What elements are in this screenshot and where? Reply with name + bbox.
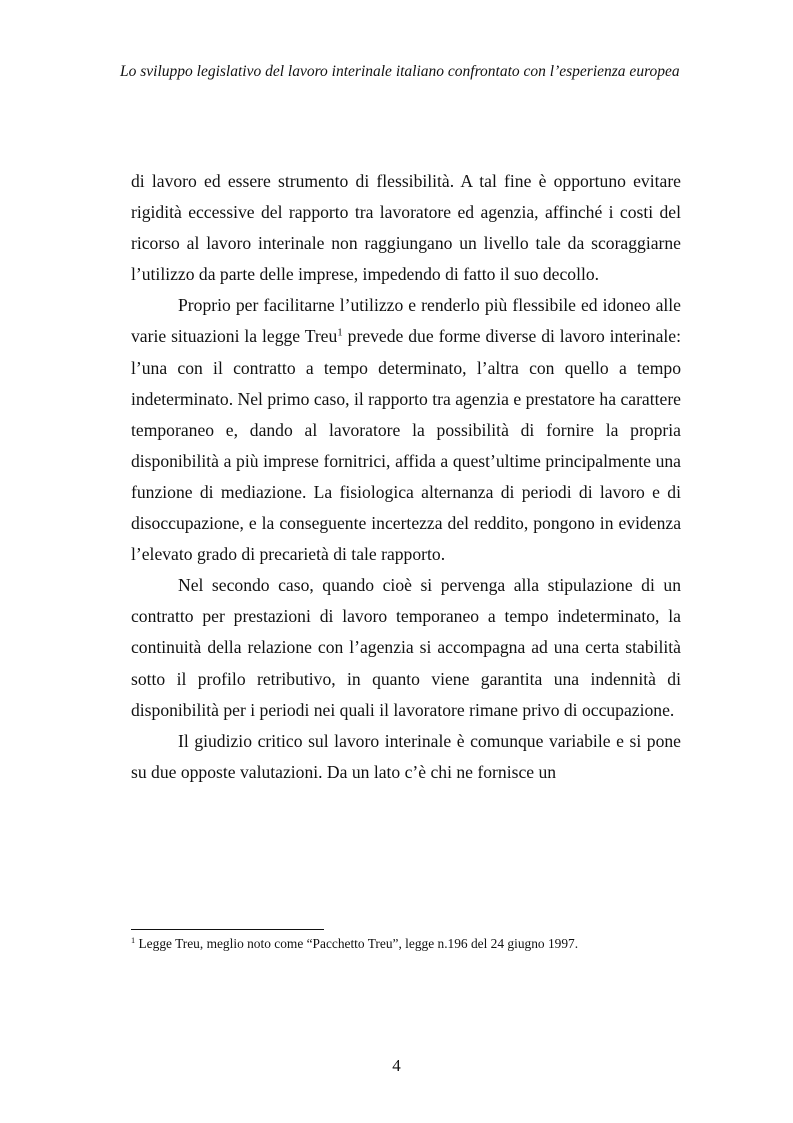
- paragraph-4: Il giudizio critico sul lavoro interinale è comunque variabile e si pone su due opposte valutazioni. Da un lato c’è chi ne fornisce un: [131, 730, 681, 782]
- main-text: [131, 166, 681, 788]
- paragraph-2-text-after: prevede due forme diverse di lavoro interinale: l’una con il contratto a tempo determinato, l’altra con quello a tempo indeterminato. Nel primo caso, il rapporto tra agenzia e prestatore ha carattere temporaneo e, dando al lavoratore la possibilità di fornire la propria disponibilità a più imprese fornitrici, affida a quest’ultime principalmente una funzione di mediazione. La fisiologica alternanza di periodi di lavoro e di disoccupazione, e la conseguente incertezza del reddito, pongono in evidenza l’elevato grado di precarietà di tale rapporto.: [131, 326, 681, 565]
- paragraph-2: [131, 290, 681, 570]
- running-header: [120, 62, 680, 82]
- footnote: [131, 935, 691, 953]
- paragraph-3: Nel secondo caso, quando cioè si pervenga alla stipulazione di un contratto per prestazioni di lavoro temporaneo a tempo indeterminato, la continuità della relazione con l’agenzia si accompagna ad una certa stabilità sotto il profilo retributivo, in quanto viene garantita una indennità di disponibilità per i periodi nei quali il lavoratore rimane privo di occupazione.: [131, 575, 681, 720]
- footnote-separator: [131, 929, 324, 930]
- running-header-title: Lo sviluppo legislativo del lavoro interinale italiano confrontato con l’esperienza europea: [120, 63, 680, 80]
- paragraph-2-text-before: Proprio per facilitarne l’utilizzo e renderlo più flessibile ed idoneo alle varie situazioni la legge Treu: [131, 295, 681, 347]
- footnote-marker: 1: [131, 935, 136, 945]
- footnote-reference: 1: [337, 326, 343, 339]
- page-number: 4: [392, 1056, 401, 1075]
- footnote-text: Legge Treu, meglio noto come “Pacchetto Treu”, legge n.196 del 24 giugno 1997.: [135, 936, 579, 951]
- paragraph-1: di lavoro ed essere strumento di flessibilità. A tal fine è opportuno evitare rigidità eccessive del rapporto tra lavoratore ed agenzia, affinché i costi del ricorso al lavoro interinale non raggiungano un livello tale da scoraggiarne l’utilizzo da parte delle imprese, impedendo di fatto il suo decollo.: [131, 171, 681, 285]
